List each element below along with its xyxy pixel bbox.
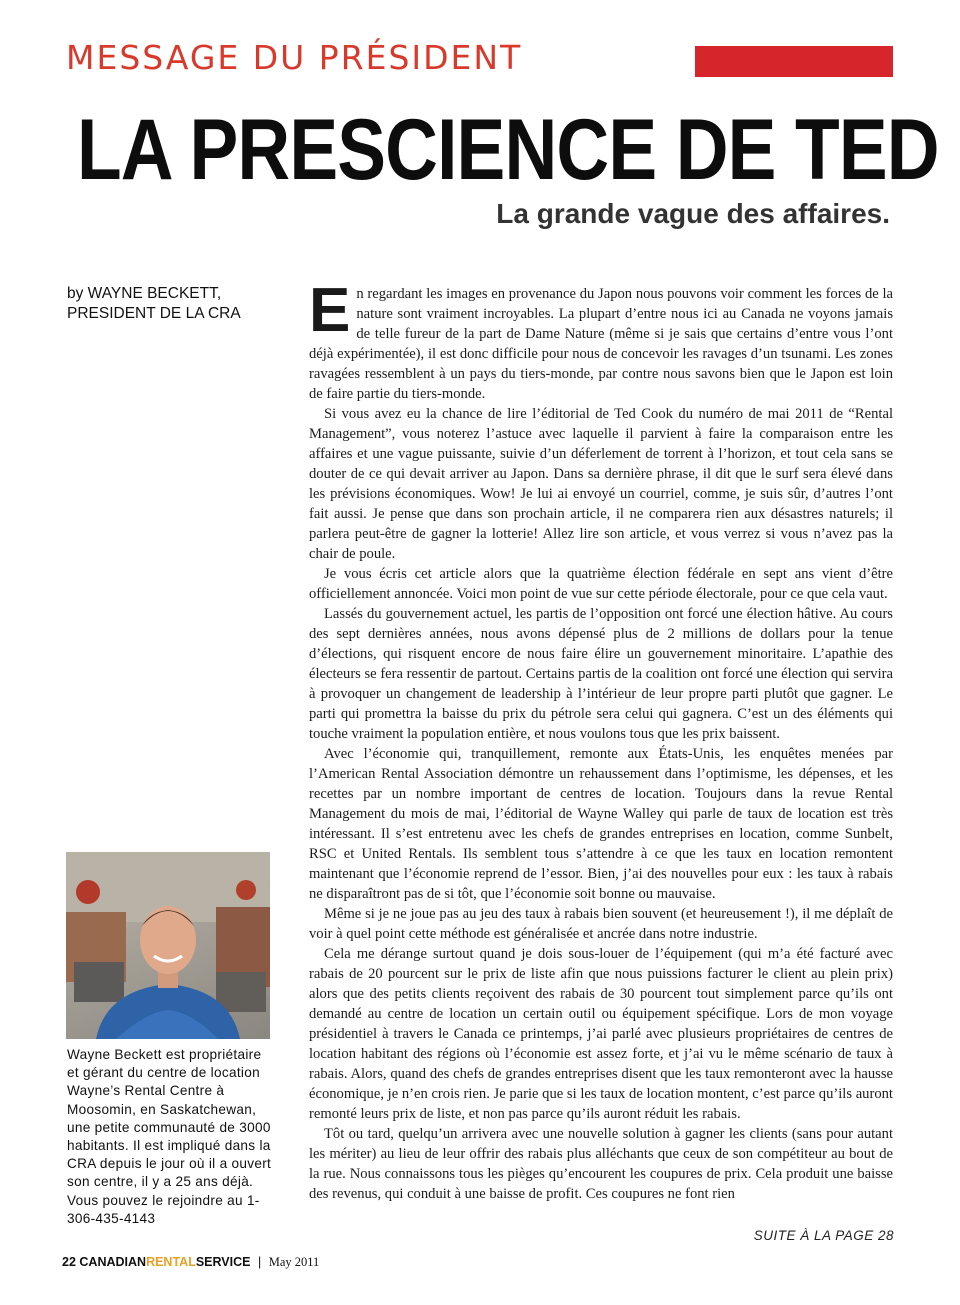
drop-cap: E (309, 276, 351, 345)
article-body (309, 276, 893, 1204)
byline (67, 284, 287, 324)
accent-bar (695, 46, 893, 77)
headline: LA PRESCIENCE DE TED (77, 102, 939, 198)
portrait-photo-icon (66, 852, 270, 1039)
brand-part3: SERVICE (195, 1255, 251, 1269)
issue-date: May 2011 (268, 1255, 320, 1269)
paragraph: Tôt ou tard, quelqu’un arrivera avec une nouvelle solution à gagner les clients (sans pour autant les mériter) au lieu de leur offrir des rabais plus alléchants que ceux de son compétiteur au bout de la rue. Nous connaissons tous les pièges qu’encourent les coupures de prix. Cela produit une baisse des revenus, qui conduit à une baisse de profit. Ces coupures ne font rien (309, 1126, 893, 1202)
paragraph-text: n regardant les images en provenance du Japon nous pouvons voir comment les forces de la nature sont vraiment incroyables. La plupart d’entre nous ici au Canada ne voyons jamais de telle fureur de la part de Dame Nature (même si je sais que certains d’entre vous l’ont déjà expérimentée), il est donc difficile pour nous de concevoir les ravages d’un tsunami. Les zones ravagées ressemblent à un pays du tiers-monde, par contre nous savons bien que le Japon est loin de faire partie du tiers-monde. (309, 286, 893, 402)
paragraph: Même si je ne joue pas au jeu des taux à rabais bien souvent (et heureusement !), il me déplaît de voir à quel point cette méthode est généralisée et ancrée dans notre industrie. (309, 906, 893, 942)
paragraph: Avec l’économie qui, tranquillement, remonte aux États-Unis, les enquêtes menées par l’American Rental Association démontre un rehaussement dans l’optimisme, les dépenses, et les recettes par un nombre important de centres de location. Toujours dans la revue Rental Management du mois de mai, l’éditorial de Wayne Walley qui parle de taux de location est très intéressant. Il s’est entretenu avec les chefs de grandes entreprises en location, comme Sunbelt, RSC et United Rentals. Ils semblent tous s’attendre à ce que les taux en location remontent maintenant que l’économie reprend de l’essor. Bien, j’ai des nouvelles pour eux : les taux à rabais ne disparaîtront pas de si tôt, que l’économie soit bonne ou mauvaise. (309, 746, 893, 902)
continued-on-page: SUITE À LA PAGE 28 (753, 1228, 894, 1243)
byline-author: by WAYNE BECKETT, (67, 285, 222, 302)
subheadline: La grande vague des affaires. (496, 198, 890, 229)
publication-name (79, 1255, 250, 1269)
paragraph: Lassés du gouvernement actuel, les partis de l’opposition ont forcé une élection hâtive. Au cours des sept dernières années, nous avons dépensé plus de 2 millions de dollars pour la tenue d’élections, qui risquent encore de nous faire élire un gouvernement minoritaire. L’apathie des électeurs se fera ressentir de partout. Certains partis de la coalition ont forcé une élection qui servira à provoquer un changement de leadership à l’intérieur de leur propre parti plutôt que gagner. Le parti qui promettra la baisse du prix du pétrole sera celui qui gagnera. C’est un des éléments qui touche vraiment la population entière, et nous voulons tous que les prix baissent. (309, 606, 893, 742)
footer-separator: | (257, 1255, 262, 1269)
brand-part1: CANADIAN (79, 1255, 147, 1269)
section-label: MESSAGE DU PRÉSIDENT (66, 38, 523, 77)
page-footer (62, 1255, 319, 1270)
paragraph: Si vous avez eu la chance de lire l’éditorial de Ted Cook du numéro de mai 2011 de “Rental Management”, vous noterez l’astuce avec laquelle il parvient à faire la comparaison entre les affaires et une vague puissante, suivie d’un déferlement de torrent à l’horizon, et tout cela sans se douter de ce qui devait arriver au Japon. Dans sa dernière phrase, il dit que le surf sera élevé dans les prévisions économiques. Wow! Je lui ai envoyé un courriel, comme, je suis sûr, d’autres l’ont fait aussi. Je pense que dans son prochain article, il ne comparera rien aux désastres naturels; il parlera peut-être de gagner la lotterie! Allez lire son article, et vous verrez si vous n’avez pas la chair de poule. (309, 406, 893, 562)
portrait-photo (66, 852, 270, 1039)
page-number: 22 (62, 1255, 76, 1269)
brand-part2: RENTAL (146, 1255, 196, 1269)
paragraph (309, 276, 893, 404)
paragraph: Je vous écris cet article alors que la quatrième élection fédérale en sept ans vient d’être officiellement annoncée. Voici mon point de vue sur cette période électorale, pour ce que cela vaut. (309, 566, 893, 602)
paragraph: Cela me dérange surtout quand je dois sous-louer de l’équipement (qui m’a été facturé avec rabais de 20 pourcent sur le prix de liste afin que nous puissions facturer le client au plein prix) alors que des petits clients reçoivent des rabais de 30 pourcent tout simplement parce qu’ils ont demandé au centre de location un certain outil ou équipement spécifique. Lors de mon voyage présidentiel à travers le Canada ce printemps, j’ai parlé avec plusieurs propriétaires de centres de location habitant des régions où l’économie est assez forte, et j’ai vu le même scénario de taux à rabais. Alors, quand des chefs de grandes entreprises disent que les taux remonteront avec la hausse économique, je n’en crois rien. Je parie que si les taux de location montent, c’est parce qu’ils auront remonté leurs prix de liste, et non pas parce qu’ils auront réduit les rabais. (309, 946, 893, 1122)
author-caption: Wayne Beckett est propriétaire et gérant du centre de location Wayne’s Rental Centre à Moosomin, en Saskatchewan, une petite communauté de 3000 habitants. Il est impliqué dans la CRA depuis le jour où il a ouvert son centre, il y a 25 ans déjà. Vous pouvez le rejoindre au 1-306-435-4143 (67, 1047, 272, 1226)
byline-title: PRESIDENT DE LA CRA (67, 305, 241, 322)
